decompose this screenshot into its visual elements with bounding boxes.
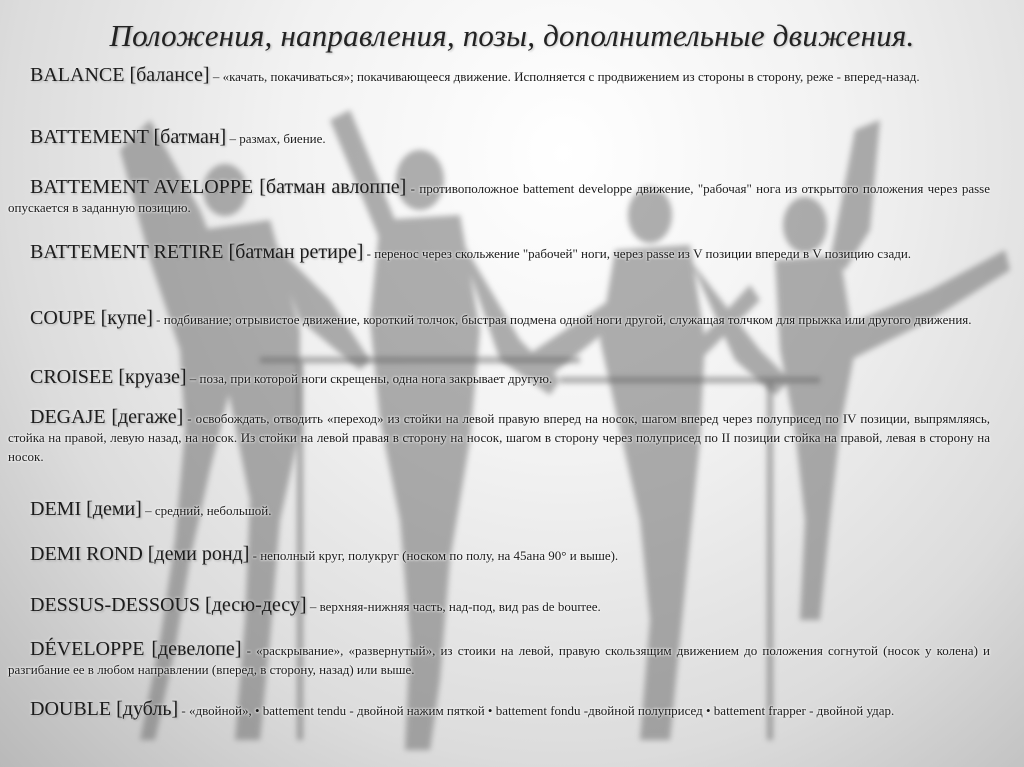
- entry-definition: - «двойной», • battement tendu - двойной нажим пяткой • battement fondu -двойной полуприсед • battement frapper - двойной удар.: [178, 703, 895, 718]
- entry-demi-rond: [8, 545, 990, 565]
- entry-degaje: [8, 408, 990, 466]
- entry-demi: [8, 500, 990, 520]
- entry-term: DEMI ROND [деми ронд]: [30, 543, 250, 565]
- entry-coupe: [8, 309, 990, 329]
- entry-definition: – поза, при которой ноги скрещены, одна нога закрывает другую.: [186, 371, 553, 386]
- entry-definition: – верхняя-нижняя часть, над-под, вид pas de bourree.: [306, 599, 601, 614]
- entry-definition: - противоположное battement developpe движение, "рабочая" нога из открытого положения через passe опускается в заданную позицию.: [8, 181, 991, 215]
- entry-term: BATTEMENT [батман]: [30, 126, 227, 148]
- entry-term: DESSUS-DESSOUS [десю-десу]: [30, 594, 307, 616]
- entry-term: DÉVELOPPE [девелопе]: [30, 638, 242, 660]
- entry-battement-retire: [8, 243, 990, 263]
- entry-term: BATTEMENT RETIRE [батман ретире]: [30, 241, 364, 263]
- entry-term: CROISEE [круазе]: [30, 366, 187, 388]
- entry-term: DEGAJE [дегаже]: [30, 406, 184, 428]
- entry-definition: - неполный круг, полукруг (носком по полу, на 45ана 90° и выше).: [249, 548, 619, 563]
- entry-definition: - подбивание; отрывистое движение, короткий толчок, быстрая подмена одной ноги другой, служащая толчком для прыжка или другого движения.: [152, 312, 972, 327]
- entry-battement-aveloppe: [8, 178, 990, 217]
- page-title: Положения, направления, позы, дополнительные движения.: [109, 18, 915, 53]
- entry-croisee: [8, 368, 990, 388]
- entry-definition: – размах, биение.: [226, 131, 326, 146]
- entry-definition: – «качать, покачиваться»; покачивающееся движение. Исполняется с продвижением из стороны в сторону, реже - вперед-назад.: [209, 69, 920, 84]
- entry-term: BALANCE [балансе]: [30, 64, 210, 86]
- entry-definition: – средний, небольшой.: [141, 503, 272, 518]
- entry-term: COUPE [купе]: [30, 307, 153, 329]
- entry-definition: - перенос через скольжение "рабочей" ноги, через passe из V позиции впереди в V позицию сзади.: [363, 246, 912, 261]
- entry-definition: - «раскрывание», «развернутый», из стоики на левой, правую скользящим движением до положения согнутой (носок у колена) и разгибание ее в любом направлении (вперед, в сторону, назад) или выше.: [8, 643, 990, 677]
- entry-dessus-dessous: [8, 596, 990, 616]
- entry-definition: - освобождать, отводить «переход» из стойки на левой правую вперед на носок, шагом вперед через полуприсед по IV позиции, выпрямляясь, стойка на правой, левую назад, на носок. Из стойки на левой правая в сторону на носок, шагом в сторону через полуприсед по II позиции стойка на правой, левая в сторону на носок.: [8, 411, 990, 464]
- entry-developpe: [8, 640, 990, 679]
- entry-balance: [8, 66, 990, 86]
- entry-battement: [8, 128, 990, 148]
- entry-term: DEMI [деми]: [30, 498, 142, 520]
- entry-double: [8, 700, 990, 720]
- entry-term: BATTEMENT AVELOPPE [батман авлоппе]: [30, 176, 407, 198]
- entry-term: DOUBLE [дубль]: [30, 698, 179, 720]
